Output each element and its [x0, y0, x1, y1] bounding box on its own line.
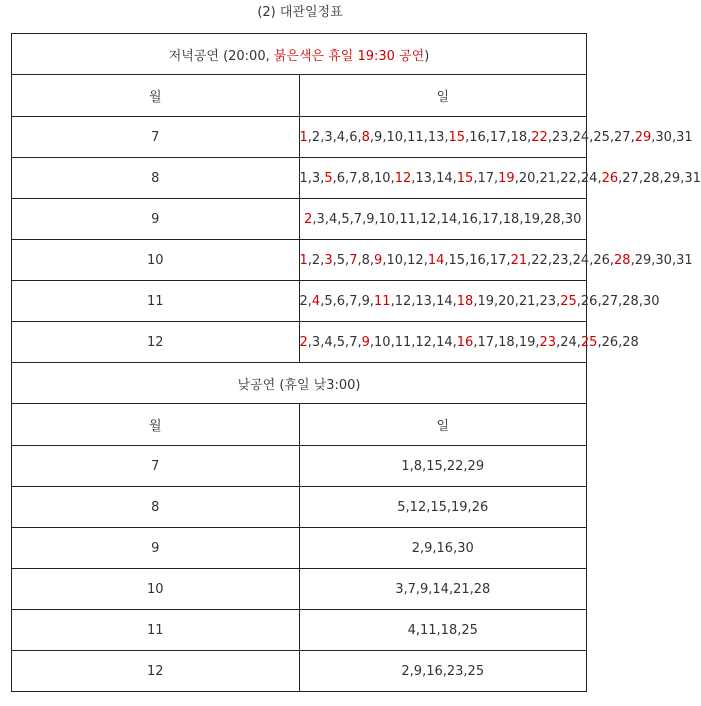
holiday-day: 12 [394, 170, 412, 186]
evening-month-cell: 11 [12, 281, 300, 322]
day: 9 [366, 211, 375, 227]
holiday-day: 2 [304, 211, 313, 227]
day: 27 [622, 170, 639, 186]
holiday-day: 19 [498, 170, 515, 186]
matinee-row [12, 446, 587, 487]
matinee-days-cell: 2,9,16,30 [299, 528, 587, 569]
matinee-days-cell: 5,12,15,19,26 [299, 487, 587, 528]
evening-month-cell: 9 [12, 199, 300, 240]
evening-row [12, 322, 587, 363]
evening-row [12, 240, 587, 281]
day: 21 [539, 170, 557, 186]
evening-title-prefix: 저녁공연 (20:00, [168, 48, 274, 64]
matinee-row [12, 610, 587, 651]
holiday-day: 9 [374, 252, 383, 268]
holiday-day: 8 [361, 129, 370, 145]
day: 18 [498, 334, 515, 350]
holiday-day: 25 [580, 334, 598, 350]
day: 22 [531, 252, 548, 268]
day: 16 [461, 211, 478, 227]
day: 7 [349, 293, 358, 309]
day: 31 [676, 252, 693, 268]
day: 4 [336, 129, 346, 145]
day: 10 [378, 211, 396, 227]
day: 10 [374, 334, 391, 350]
day: 23 [551, 252, 569, 268]
matinee-header-row [12, 404, 587, 446]
day: 12 [415, 334, 432, 350]
day: 20 [498, 293, 515, 309]
day: 7 [349, 334, 358, 350]
matinee-row [12, 487, 587, 528]
matinee-title-row [12, 363, 587, 404]
day: 29 [663, 170, 681, 186]
day: 22 [560, 170, 577, 186]
day: 12 [394, 293, 412, 309]
holiday-day: 18 [456, 293, 474, 309]
evening-days-cell: 2,4,5,6,7,9,11,12,13,14,18,19,20,21,23,25,26,27,28,30 [299, 281, 587, 322]
holiday-day: 14 [427, 252, 445, 268]
day: 13 [415, 293, 432, 309]
day: 19 [518, 334, 536, 350]
day: 11 [394, 334, 412, 350]
rental-schedule-table [11, 33, 701, 692]
day: 24 [572, 129, 590, 145]
day: 16 [469, 252, 486, 268]
day: 3 [316, 211, 325, 227]
day: 9 [374, 129, 383, 145]
day: 24 [572, 252, 590, 268]
evening-month-cell: 10 [12, 240, 300, 281]
day: 27 [614, 129, 631, 145]
day: 6 [349, 129, 358, 145]
day: 28 [622, 334, 639, 350]
day: 13 [415, 170, 432, 186]
day: 9 [361, 293, 370, 309]
holiday-day: 4 [311, 293, 321, 309]
day: 4 [328, 211, 338, 227]
day: 30 [655, 129, 672, 145]
day: 7 [353, 211, 363, 227]
day: 25 [593, 129, 610, 145]
schedule-caption: (2) 대관일정표 [257, 5, 343, 20]
day: 6 [336, 293, 346, 309]
day: 10 [386, 129, 403, 145]
evening-month-header: 월 [12, 75, 300, 117]
holiday-day: 15 [456, 170, 474, 186]
holiday-day: 3 [324, 252, 333, 268]
day: 17 [477, 334, 495, 350]
day: 14 [440, 211, 458, 227]
matinee-days-cell: 3,7,9,14,21,28 [299, 569, 587, 610]
evening-title-row [12, 34, 587, 75]
holiday-day: 26 [601, 170, 619, 186]
day: 5 [336, 252, 346, 268]
day: 5 [336, 334, 346, 350]
day: 2 [311, 252, 321, 268]
day: 15 [448, 252, 466, 268]
holiday-day: 7 [349, 252, 358, 268]
evening-title-suffix: ) [424, 48, 430, 64]
matinee-month-cell: 12 [12, 651, 300, 692]
matinee-day-header: 일 [299, 404, 587, 446]
day: 8 [361, 252, 370, 268]
day: 26 [580, 293, 598, 309]
matinee-month-cell: 7 [12, 446, 300, 487]
day: 28 [642, 170, 660, 186]
day: 3 [311, 334, 321, 350]
evening-days-cell: 2,3,4,5,7,9,10,11,12,14,16,17,18,19,23,24,25,26,28 [299, 322, 587, 363]
holiday-day: 23 [539, 334, 557, 350]
matinee-days-cell: 2,9,16,23,25 [299, 651, 587, 692]
matinee-month-header: 월 [12, 404, 300, 446]
day: 1 [299, 170, 308, 186]
day: 18 [510, 129, 528, 145]
day: 24 [580, 170, 598, 186]
day: 19 [477, 293, 495, 309]
holiday-day: 1 [299, 129, 308, 145]
matinee-row [12, 528, 587, 569]
day: 31 [676, 129, 693, 145]
day: 17 [489, 129, 507, 145]
holiday-day: 11 [374, 293, 391, 309]
day: 23 [539, 293, 557, 309]
holiday-day: 15 [448, 129, 466, 145]
day: 28 [544, 211, 561, 227]
evening-day-header: 일 [299, 75, 587, 117]
day: 14 [436, 334, 453, 350]
day: 5 [341, 211, 350, 227]
evening-days-cell: 2,3,4,5,7,9,10,11,12,14,16,17,18,19,28,30 [299, 199, 587, 240]
holiday-day: 29 [634, 129, 652, 145]
day: 3 [311, 170, 321, 186]
evening-row [12, 281, 587, 322]
holiday-day: 9 [361, 334, 370, 350]
day: 18 [502, 211, 520, 227]
day: 21 [518, 293, 536, 309]
day: 14 [436, 293, 453, 309]
evening-month-cell: 7 [12, 117, 300, 158]
day: 24 [560, 334, 577, 350]
matinee-row [12, 569, 587, 610]
day: 5 [324, 293, 333, 309]
day: 12 [407, 252, 424, 268]
day: 12 [420, 211, 437, 227]
evening-row [12, 117, 587, 158]
day: 10 [386, 252, 403, 268]
day: 29 [634, 252, 652, 268]
matinee-month-cell: 8 [12, 487, 300, 528]
day: 27 [601, 293, 619, 309]
day: 14 [436, 170, 453, 186]
day: 2 [299, 293, 308, 309]
evening-month-cell: 8 [12, 158, 300, 199]
holiday-day: 21 [510, 252, 528, 268]
matinee-month-cell: 11 [12, 610, 300, 651]
day: 17 [489, 252, 507, 268]
day: 26 [593, 252, 610, 268]
day: 19 [523, 211, 540, 227]
day: 17 [477, 170, 495, 186]
day: 8 [361, 170, 370, 186]
matinee-days-cell: 4,11,18,25 [299, 610, 587, 651]
matinee-month-cell: 9 [12, 528, 300, 569]
evening-days-cell: 1,3,5,6,7,8,10,12,13,14,15,17,19,20,21,22,24,26,27,28,29,31 [299, 158, 587, 199]
day: 23 [551, 129, 569, 145]
evening-days-cell: 1,2,3,5,7,8,9,10,12,14,15,16,17,21,22,23,24,26,28,29,30,31 [299, 240, 587, 281]
holiday-day: 25 [560, 293, 577, 309]
evening-row [12, 158, 587, 199]
evening-month-cell: 12 [12, 322, 300, 363]
holiday-day: 22 [531, 129, 548, 145]
day: 13 [427, 129, 445, 145]
holiday-day: 2 [299, 334, 308, 350]
day: 7 [349, 170, 358, 186]
holiday-day: 16 [456, 334, 474, 350]
day: 4 [324, 334, 333, 350]
evening-title-holiday-note: 붉은색은 휴일 19:30 공연 [273, 48, 425, 64]
evening-header-row [12, 75, 587, 117]
day: 20 [518, 170, 536, 186]
evening-section [12, 34, 701, 363]
day: 10 [374, 170, 391, 186]
evening-days-cell: 1,2,3,4,6,8,9,10,11,13,15,16,17,18,22,23,24,25,27,29,30,31 [299, 117, 587, 158]
holiday-day: 1 [299, 252, 308, 268]
matinee-row [12, 651, 587, 692]
day: 30 [642, 293, 660, 309]
day: 11 [407, 129, 424, 145]
day: 3 [324, 129, 333, 145]
matinee-section [12, 363, 587, 692]
matinee-title: 낮공연 (휴일 낮3:00) [12, 363, 587, 404]
matinee-month-cell: 10 [12, 569, 300, 610]
day: 6 [336, 170, 346, 186]
day: 30 [655, 252, 672, 268]
evening-title [12, 34, 587, 75]
holiday-day: 28 [614, 252, 631, 268]
day: 11 [399, 211, 416, 227]
day: 2 [311, 129, 321, 145]
day: 31 [684, 170, 701, 186]
evening-row [12, 199, 587, 240]
day: 16 [469, 129, 486, 145]
holiday-day: 5 [324, 170, 333, 186]
day: 28 [622, 293, 639, 309]
day: 17 [482, 211, 499, 227]
day: 30 [564, 211, 582, 227]
day: 26 [601, 334, 619, 350]
matinee-days-cell: 1,8,15,22,29 [299, 446, 587, 487]
